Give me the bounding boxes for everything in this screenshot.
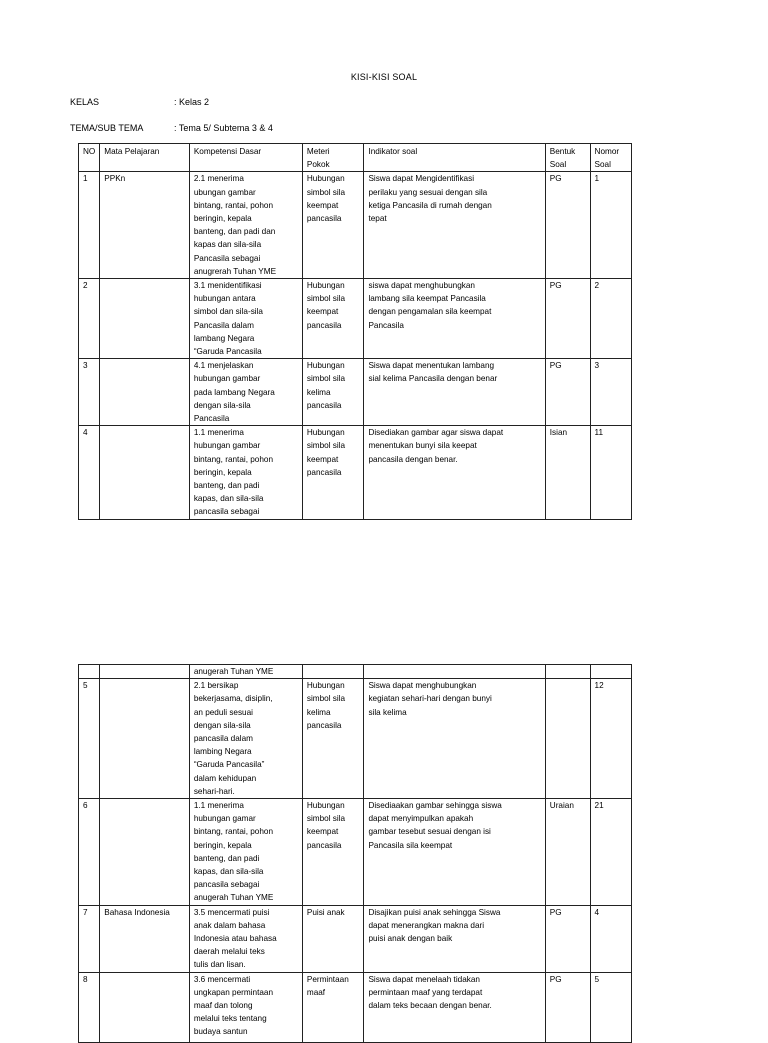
header-no: NO [79, 144, 100, 172]
cell-kompetensi-dasar: 2.1 bersikap bekerjasama, disiplin, an peduli sesuai dengan sila-sila pancasila dalam lambing Negara “Garuda Pancasila” dalam kehidupan sehari-hari. [189, 679, 302, 799]
cell-nomor-soal: 4 [590, 905, 631, 972]
cell-bentuk-soal: PG [545, 279, 590, 359]
cell-indikator-soal [364, 665, 545, 679]
cell-mata-pelajaran [100, 279, 190, 359]
cell-indikator-soal: Siswa dapat menelaah tidakan permintaan maaf yang terdapat dalam teks becaan dengan benar. [364, 972, 545, 1042]
table-row [79, 172, 632, 279]
cell-bentuk-soal: Isian [545, 426, 590, 519]
cell-materi-pokok: Permintaan maaf [302, 972, 364, 1042]
cell-nomor-soal: 5 [590, 972, 631, 1042]
cell-no: 8 [79, 972, 100, 1042]
cell-kompetensi-dasar: 2.1 menerima ubungan gambar bintang, rantai, pohon beringin, kepala banteng, dan padi dan kapas dan sila-sila Pancasila sebagai anugrerah Tuhan YME [189, 172, 302, 279]
table-row [79, 972, 632, 1042]
header-nomor-soal: Nomor Soal [590, 144, 631, 172]
cell-no [79, 665, 100, 679]
tema-value: : Tema 5/ Subtema 3 & 4 [174, 123, 273, 133]
cell-nomor-soal: 1 [590, 172, 631, 279]
document-title: KISI-KISI SOAL [350, 72, 418, 82]
cell-mata-pelajaran [100, 665, 190, 679]
cell-indikator-soal: Siswa dapat menentukan lambang sial kelima Pancasila dengan benar [364, 359, 545, 426]
kisi-table-page1 [78, 143, 632, 520]
cell-materi-pokok: Hubungan simbol sila kelima pancasila [302, 359, 364, 426]
cell-materi-pokok: Hubungan simbol sila kelima pancasila [302, 679, 364, 799]
cell-bentuk-soal: PG [545, 359, 590, 426]
cell-indikator-soal: Disediakan gambar agar siswa dapat menentukan bunyi sila keepat pancasila dengan benar. [364, 426, 545, 519]
cell-bentuk-soal: Uraian [545, 799, 590, 906]
cell-mata-pelajaran: PPKn [100, 172, 190, 279]
cell-no: 5 [79, 679, 100, 799]
table-row [79, 279, 632, 359]
cell-mata-pelajaran: Bahasa Indonesia [100, 905, 190, 972]
table-row [79, 905, 632, 972]
header-indikator-soal: Indikator soal [364, 144, 545, 172]
cell-no: 2 [79, 279, 100, 359]
cell-mata-pelajaran [100, 679, 190, 799]
cell-indikator-soal: Siswa dapat Mengidentifikasi perilaku yang sesuai dengan sila ketiga Pancasila di rumah dengan tepat [364, 172, 545, 279]
cell-materi-pokok: Hubungan simbol sila keempat pancasila [302, 799, 364, 906]
cell-no: 4 [79, 426, 100, 519]
cell-nomor-soal: 21 [590, 799, 631, 906]
cell-kompetensi-dasar: 3.1 menidentifikasi hubungan antara simbol dan sila-sila Pancasila dalam lambang Negara “Garuda Pancasila [189, 279, 302, 359]
cell-indikator-soal: Siswa dapat menghubungkan kegiatan sehari-hari dengan bunyi sila kelima [364, 679, 545, 799]
cell-kompetensi-dasar: anugerah Tuhan YME [189, 665, 302, 679]
cell-mata-pelajaran [100, 972, 190, 1042]
cell-mata-pelajaran [100, 426, 190, 519]
table-row [79, 426, 632, 519]
cell-materi-pokok [302, 665, 364, 679]
cell-no: 6 [79, 799, 100, 906]
cell-kompetensi-dasar: 1.1 menerima hubungan gambar bintang, rantai, pohon beringin, kepala banteng, dan padi kapas, dan sila-sila pancasila sebagai [189, 426, 302, 519]
cell-bentuk-soal: PG [545, 172, 590, 279]
kisi-table-page2 [78, 664, 632, 1043]
cell-nomor-soal: 11 [590, 426, 631, 519]
cell-bentuk-soal: PG [545, 905, 590, 972]
cell-indikator-soal: siswa dapat menghubungkan lambang sila keempat Pancasila dengan pengamalan sila keempat Pancasila [364, 279, 545, 359]
cell-materi-pokok: Puisi anak [302, 905, 364, 972]
cell-materi-pokok: Hubungan simbol sila keempat pancasila [302, 279, 364, 359]
cell-kompetensi-dasar: 3.5 mencermati puisi anak dalam bahasa Indonesia atau bahasa daerah melalui teks tulis dan lisan. [189, 905, 302, 972]
kelas-value: : Kelas 2 [174, 97, 210, 107]
table-row [79, 359, 632, 426]
cell-indikator-soal: Disajikan puisi anak sehingga Siswa dapat menerangkan makna dari puisi anak dengan baik [364, 905, 545, 972]
header-kompetensi-dasar: Kompetensi Dasar [189, 144, 302, 172]
cell-kompetensi-dasar: 4.1 menjelaskan hubungan gambar pada lambang Negara dengan sila-sila Pancasila [189, 359, 302, 426]
cell-materi-pokok: Hubungan simbol sila keempat pancasila [302, 172, 364, 279]
kelas-row [70, 97, 209, 107]
table-row [79, 679, 632, 799]
header-mata-pelajaran: Mata Pelajaran [100, 144, 190, 172]
table-header-row [79, 144, 632, 172]
cell-nomor-soal: 12 [590, 679, 631, 799]
cell-kompetensi-dasar: 1.1 menerima hubungan gamar bintang, rantai, pohon beringin, kepala banteng, dan padi kapas, dan sila-sila pancasila sebagai anugerah Tuhan YME [189, 799, 302, 906]
cell-no: 3 [79, 359, 100, 426]
cell-nomor-soal: 2 [590, 279, 631, 359]
cell-kompetensi-dasar: 3.6 mencermati ungkapan permintaan maaf dan tolong melalui teks tentang budaya santun [189, 972, 302, 1042]
cell-mata-pelajaran [100, 359, 190, 426]
cell-no: 1 [79, 172, 100, 279]
cell-nomor-soal: 3 [590, 359, 631, 426]
header-bentuk-soal: Bentuk Soal [545, 144, 590, 172]
cell-no: 7 [79, 905, 100, 972]
cell-mata-pelajaran [100, 799, 190, 906]
cell-nomor-soal [590, 665, 631, 679]
tema-row [70, 123, 273, 133]
cell-bentuk-soal: PG [545, 972, 590, 1042]
kelas-label: KELAS [70, 97, 100, 107]
tema-label: TEMA/SUB TEMA [70, 123, 144, 133]
table-row [79, 665, 632, 679]
cell-indikator-soal: Disediaakan gambar sehingga siswa dapat menyimpulkan apakah gambar tesebut sesuai dengan isi Pancasila sila keempat [364, 799, 545, 906]
cell-materi-pokok: Hubungan simbol sila keempat pancasila [302, 426, 364, 519]
header-materi-pokok: Meteri Pokok [302, 144, 364, 172]
cell-bentuk-soal [545, 679, 590, 799]
table-row [79, 799, 632, 906]
cell-bentuk-soal [545, 665, 590, 679]
